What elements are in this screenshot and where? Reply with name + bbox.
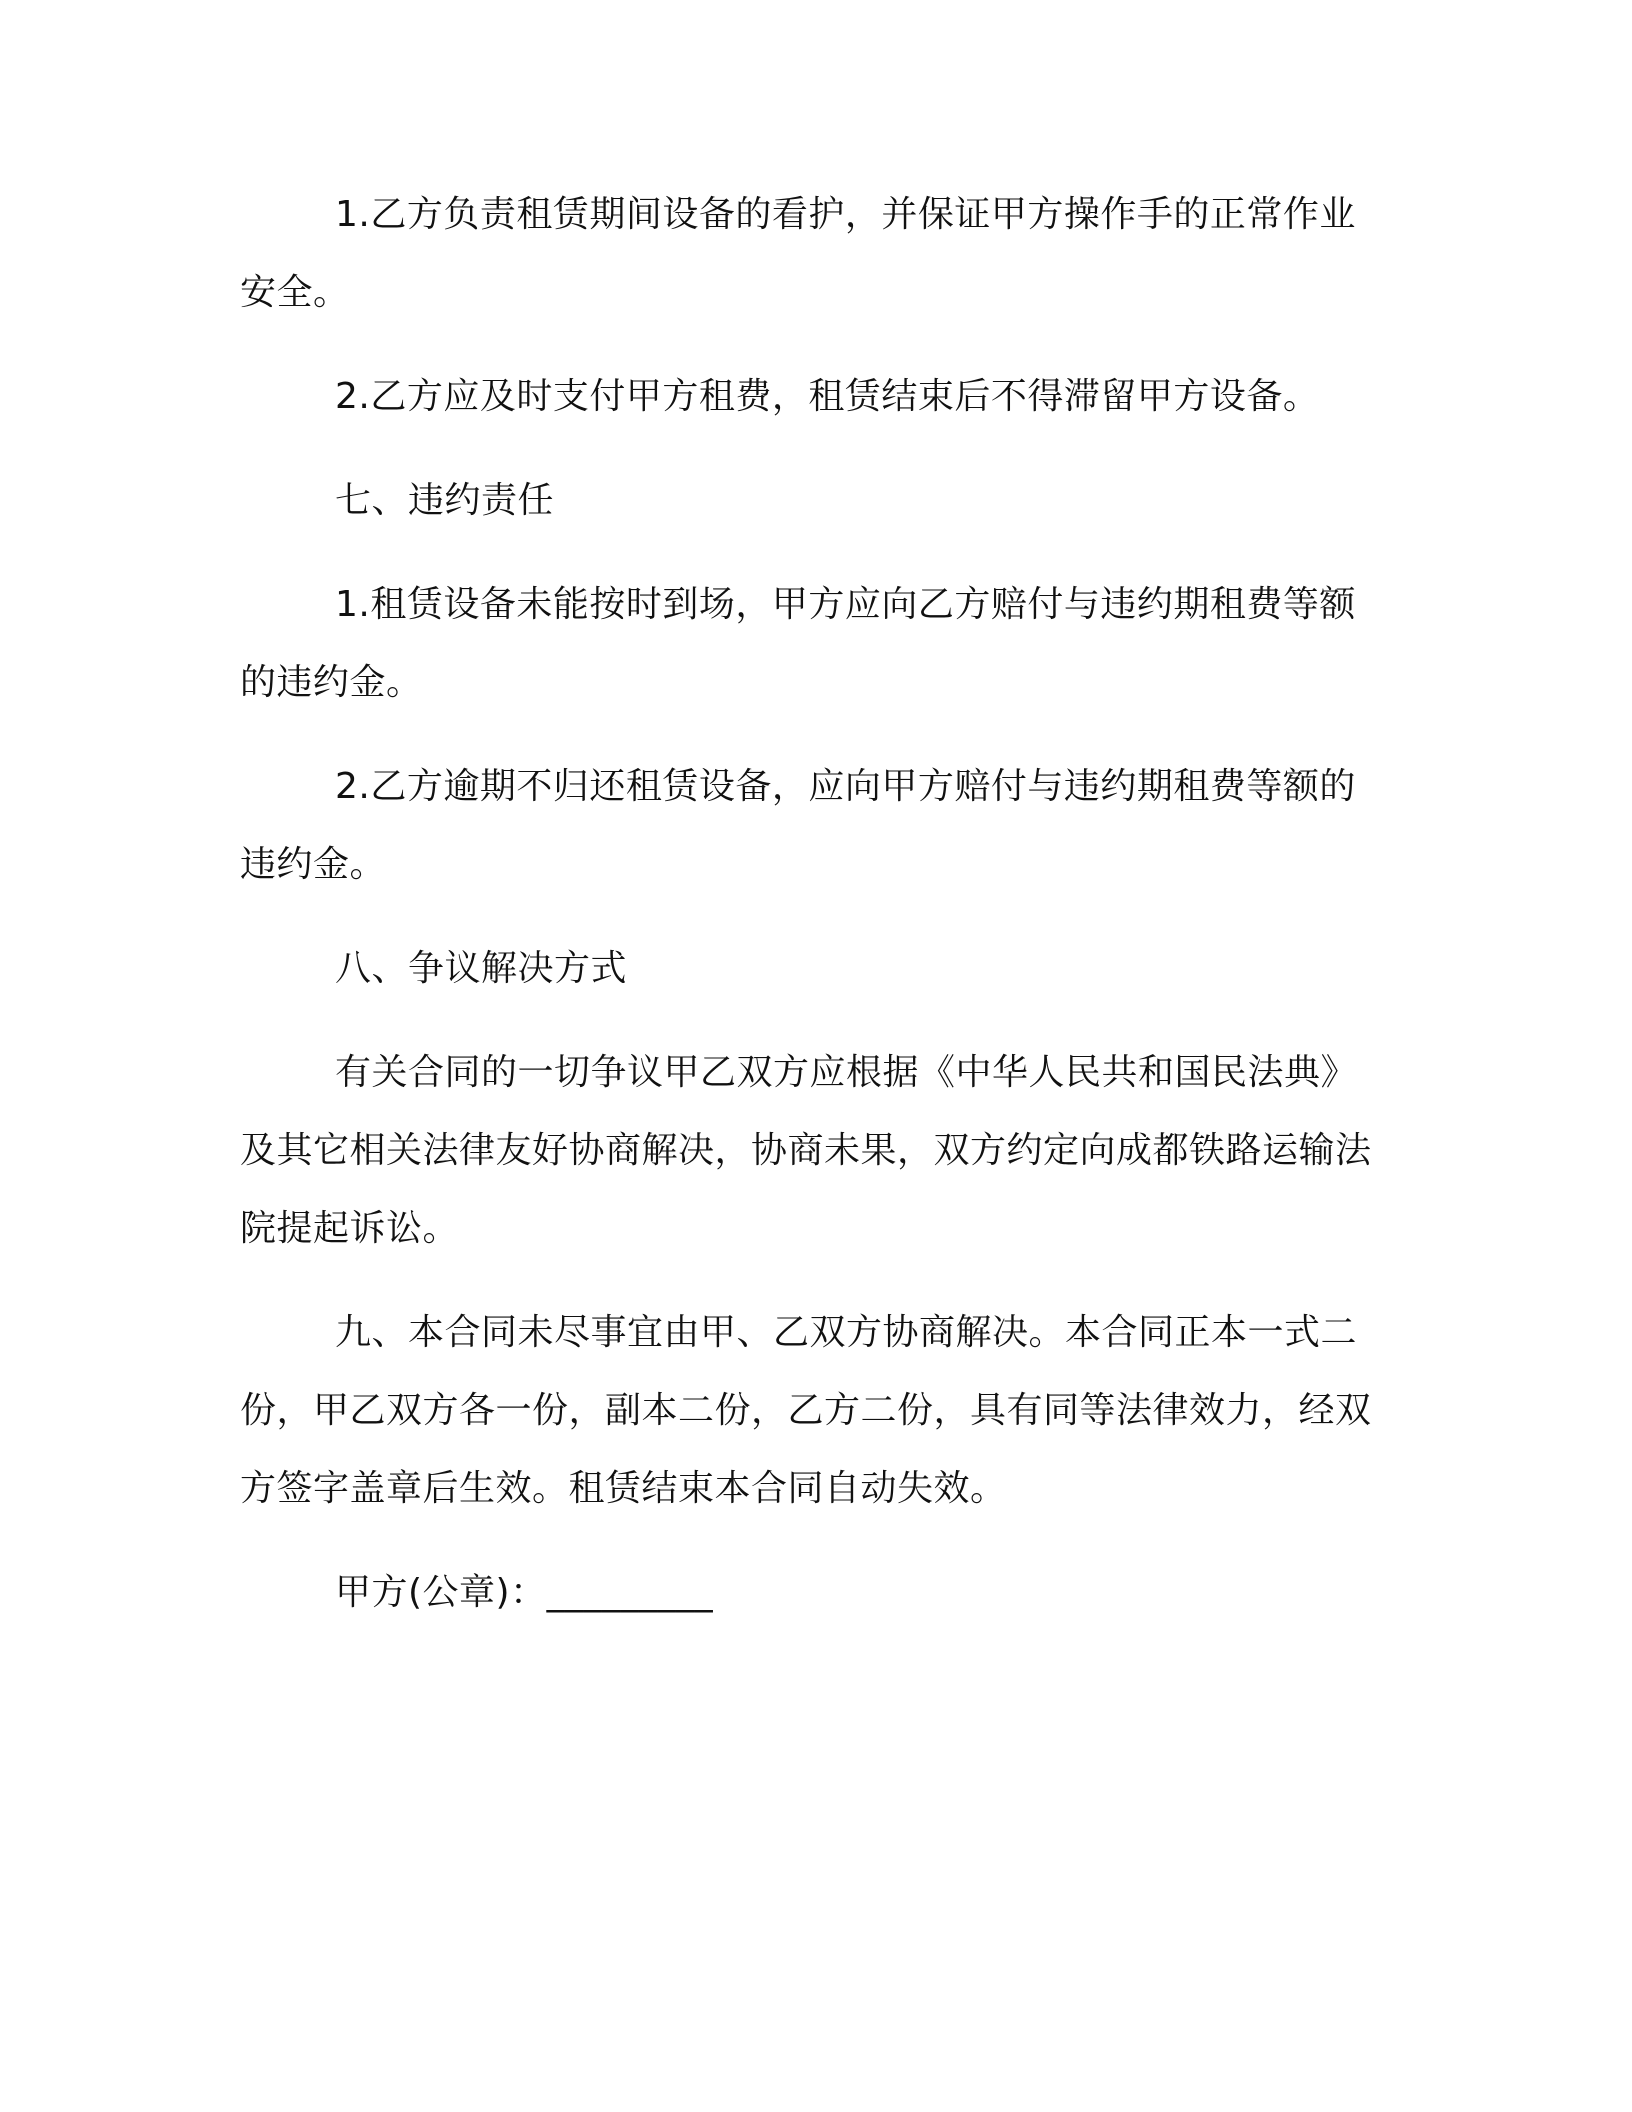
document-body	[240, 176, 1380, 1632]
clause-breach-late-return: 2.乙方逾期不归还租赁设备，应向甲方赔付与违约期租费等额的违约金。	[240, 766, 1356, 885]
clause-breach-late-delivery: 1.租赁设备未能按时到场，甲方应向乙方赔付与违约期租费等额的违约金。	[240, 584, 1356, 703]
section-heading-breach: 七、违约责任	[335, 480, 555, 521]
clause-miscellaneous: 九、本合同未尽事宜由甲、乙双方协商解决。本合同正本一式二份，甲乙双方各一份，副本二份，乙方二份，具有同等法律效力，经双方签字盖章后生效。租赁结束本合同自动失效。	[240, 1312, 1372, 1509]
signature-party-a: 甲方(公章)：_________	[335, 1572, 714, 1613]
clause-lessee-payment: 2.乙方应及时支付甲方租费，租赁结束后不得滞留甲方设备。	[335, 376, 1320, 417]
section-heading-dispute: 八、争议解决方式	[335, 948, 628, 989]
clause-dispute-resolution: 有关合同的一切争议甲乙双方应根据《中华人民共和国民法典》及其它相关法律友好协商解决，协商未果，双方约定向成都铁路运输法院提起诉讼。	[240, 1052, 1372, 1249]
clause-lessee-care: 1.乙方负责租赁期间设备的看护，并保证甲方操作手的正常作业安全。	[240, 194, 1356, 313]
